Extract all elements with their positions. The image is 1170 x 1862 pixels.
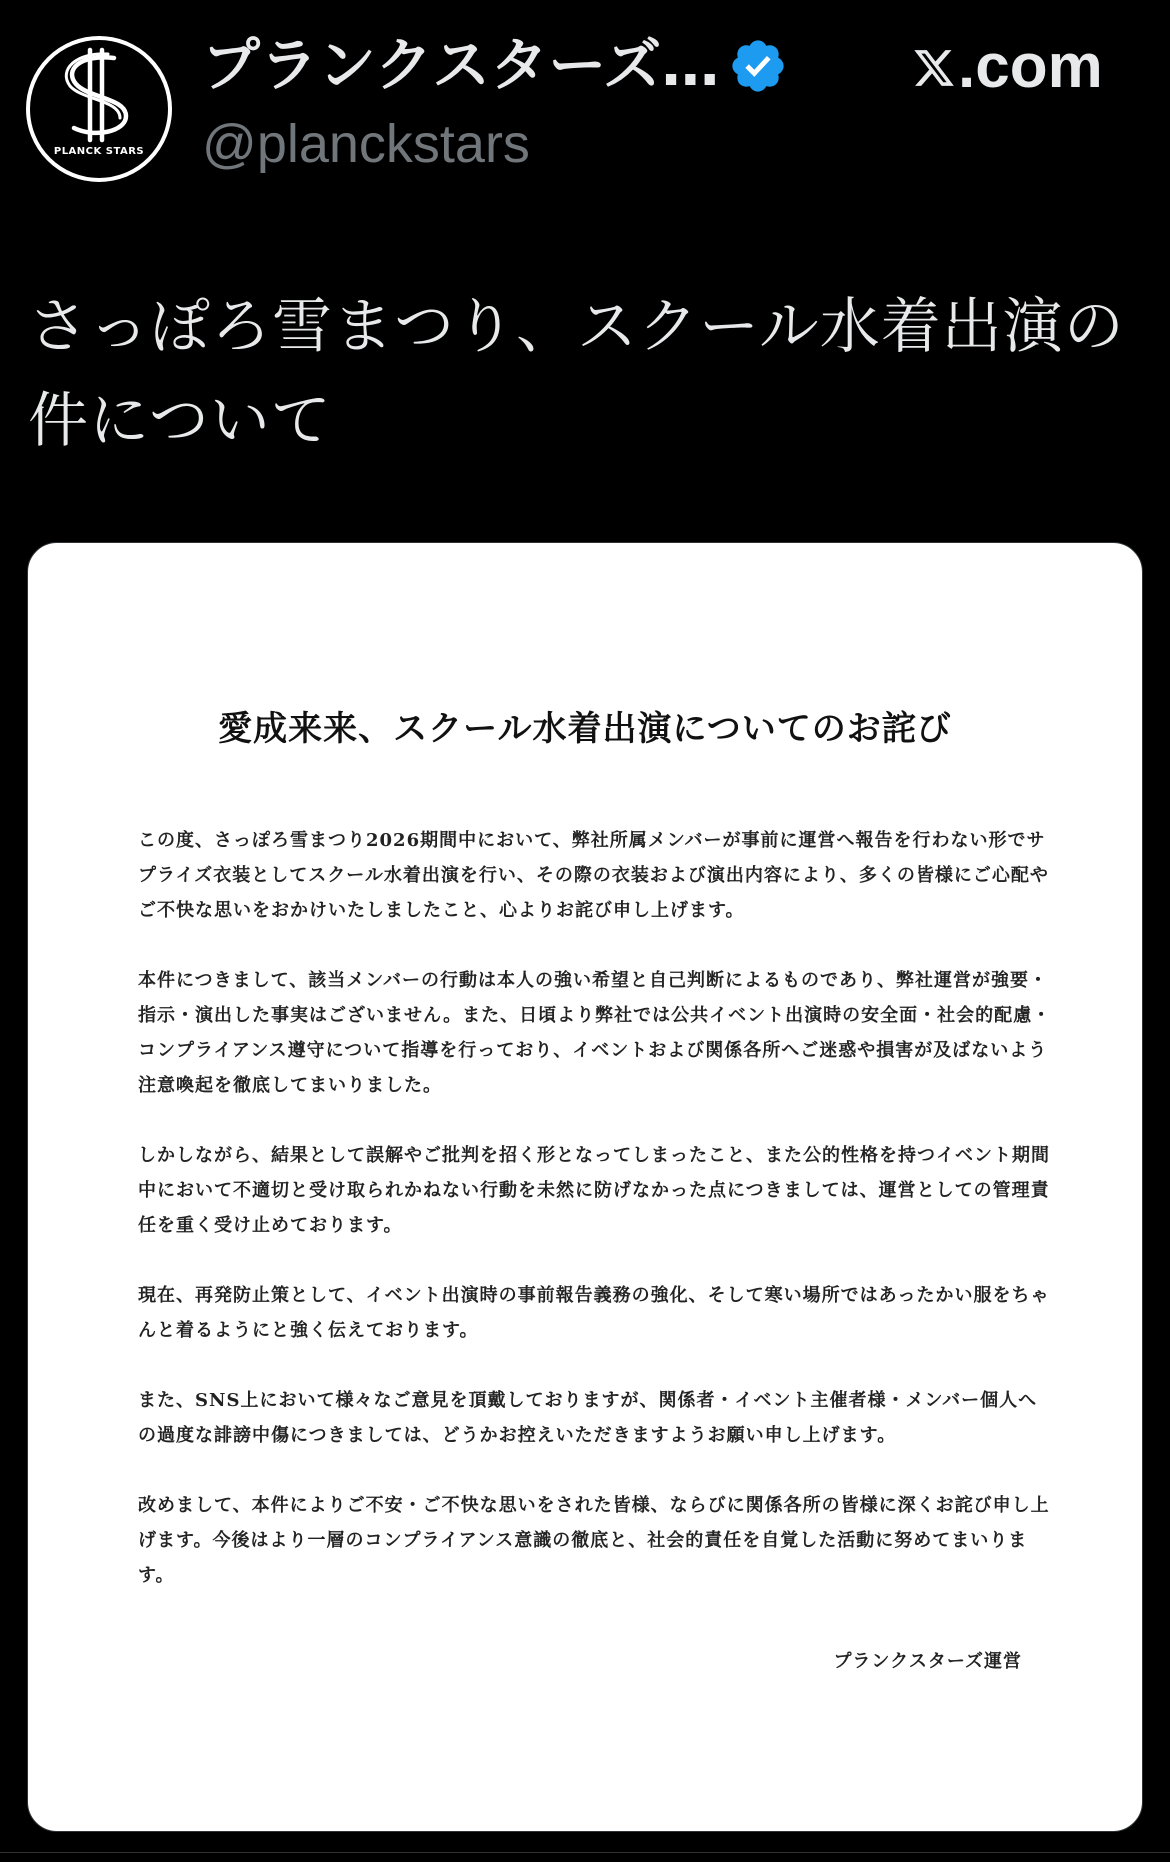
document-paragraph: 本件につきまして、該当メンバーの行動は本人の強い希望と自己判断によるものであり、弊社運営が強要・指示・演出した事実はございません。また、日頃より弊社では公共イベント出演時の安全面・社会的配慮・コンプライアンス遵守について指導を行っており、イベントおよび関係各所へご迷惑や損害が及ばないよう注意喚起を徹底してまいりました。 <box>138 970 1052 1096</box>
site-label <box>912 30 1103 104</box>
verified-badge-icon <box>728 36 788 96</box>
document-paragraph: しかしながら、結果として誤解やご批判を招く形となってしまったこと、また公的性格を持つイベント期間中において不適切と受け取られかねない行動を未然に防げなかった点につきましては、運営としての管理責任を重く受け止めております。 <box>138 1145 1050 1236</box>
planck-stars-logo-icon <box>30 40 168 178</box>
site-domain: .com <box>958 32 1103 101</box>
document-paragraph: この度、さっぽろ雪まつり2026期間中において、弊社所属メンバーが事前に運営へ報告を行わない形でサプライズ衣装としてスクール水着出演を行い、その際の衣装および演出内容により、多くの皆様にご心配やご不快な思いをおかけいたしましたこと、心よりお詫び申し上げます。 <box>138 830 1049 921</box>
document-paragraph: 現在、再発防止策として、イベント出演時の事前報告義務の強化、そして寒い場所ではあったかい服をちゃんと着るようにと強く伝えております。 <box>138 1285 1050 1341</box>
display-name[interactable]: プランクスターズ… <box>202 31 720 99</box>
document-paragraph: また、SNS上において様々なご意見を頂戴しておりますが、関係者・イベント主催者様・メンバー個人への過度な誹謗中傷につきましては、どうかお控えいただきますようお願い申し上げます。 <box>138 1390 1038 1446</box>
account-handle[interactable]: @planckstars <box>202 114 530 174</box>
x-logo-icon <box>912 45 956 91</box>
post-text: さっぽろ雪まつり、スクール水着出演の件について <box>28 292 1125 456</box>
document-signature: プランクスターズ運営 <box>833 1651 1022 1672</box>
document-title: 愛成来来、スクール水着出演についてのお詫び <box>218 709 952 749</box>
post-header <box>0 0 1170 230</box>
document-body <box>138 823 1053 1628</box>
document-paragraph: 改めまして、本件によりご不安・ご不快な思いをされた皆様、ならびに関係各所の皆様に深くお詫び申し上げます。今後はより一層のコンプライアンス意識の徹底と、社会的責任を自覚した活動に努めてまいります。 <box>138 1495 1050 1586</box>
avatar-label: PLANCK STARS <box>53 146 145 157</box>
avatar[interactable] <box>26 36 172 182</box>
divider <box>0 1852 1170 1853</box>
post-image[interactable] <box>27 542 1143 1832</box>
